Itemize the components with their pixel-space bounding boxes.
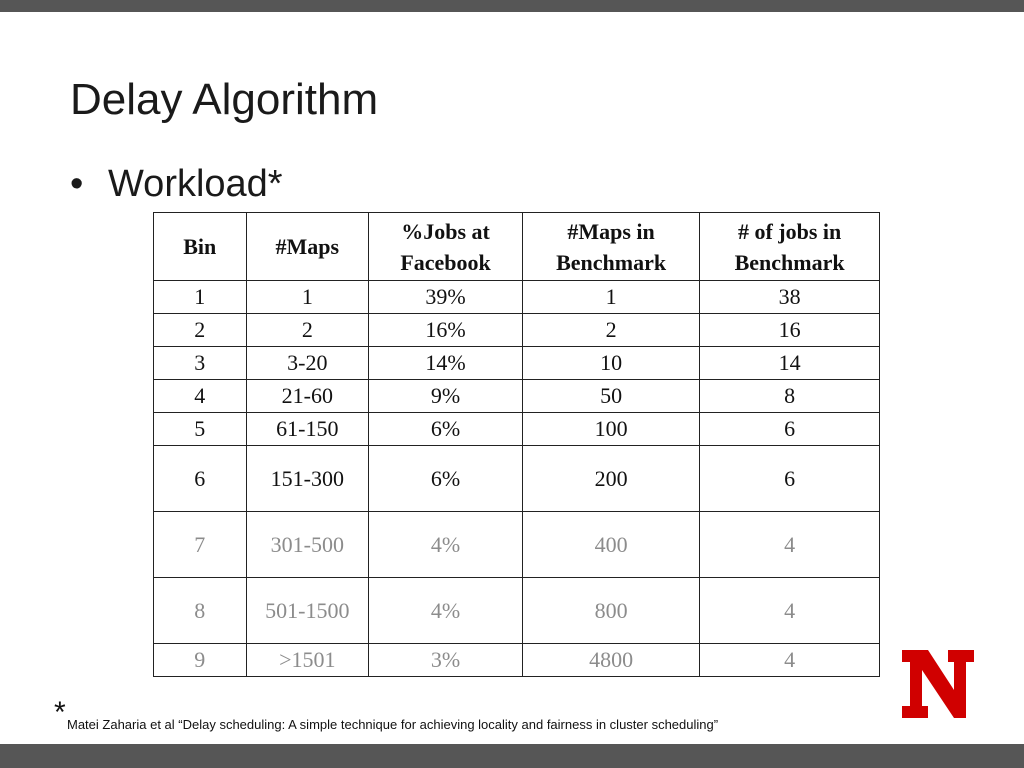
cell-maps-benchmark: 100 bbox=[522, 413, 699, 446]
cell-jobs-benchmark: 6 bbox=[700, 413, 880, 446]
cell-jobs-facebook: 14% bbox=[369, 347, 523, 380]
cell-maps: 151-300 bbox=[246, 446, 369, 512]
top-bar bbox=[0, 0, 1024, 12]
header-maps-benchmark: #Maps in Benchmark bbox=[522, 213, 699, 281]
cell-bin: 1 bbox=[154, 281, 247, 314]
cell-jobs-facebook: 3% bbox=[369, 644, 523, 677]
table-row bbox=[154, 578, 880, 644]
cell-maps: 2 bbox=[246, 314, 369, 347]
table-row bbox=[154, 380, 880, 413]
cell-jobs-benchmark: 8 bbox=[700, 380, 880, 413]
cell-bin: 8 bbox=[154, 578, 247, 644]
table-row bbox=[154, 314, 880, 347]
cell-bin: 4 bbox=[154, 380, 247, 413]
cell-maps: 21-60 bbox=[246, 380, 369, 413]
cell-maps-benchmark: 400 bbox=[522, 512, 699, 578]
cell-jobs-facebook: 16% bbox=[369, 314, 523, 347]
table-header-row bbox=[154, 213, 880, 281]
cell-maps-benchmark: 200 bbox=[522, 446, 699, 512]
header-maps: #Maps bbox=[246, 213, 369, 281]
header-bin: Bin bbox=[154, 213, 247, 281]
bottom-bar bbox=[0, 744, 1024, 768]
cell-maps: 1 bbox=[246, 281, 369, 314]
workload-table bbox=[153, 212, 880, 677]
cell-maps: 3-20 bbox=[246, 347, 369, 380]
cell-maps: 61-150 bbox=[246, 413, 369, 446]
cell-maps: >1501 bbox=[246, 644, 369, 677]
nebraska-n-logo-icon bbox=[902, 650, 974, 718]
slide-title: Delay Algorithm bbox=[70, 75, 379, 124]
cell-jobs-facebook: 39% bbox=[369, 281, 523, 314]
cell-bin: 3 bbox=[154, 347, 247, 380]
table-row bbox=[154, 446, 880, 512]
cell-maps-benchmark: 1 bbox=[522, 281, 699, 314]
cell-jobs-benchmark: 16 bbox=[700, 314, 880, 347]
cell-bin: 9 bbox=[154, 644, 247, 677]
cell-jobs-facebook: 9% bbox=[369, 380, 523, 413]
cell-jobs-benchmark: 14 bbox=[700, 347, 880, 380]
bullet-marker: • bbox=[70, 163, 84, 205]
cell-bin: 2 bbox=[154, 314, 247, 347]
cell-maps: 501-1500 bbox=[246, 578, 369, 644]
bullet-text: Workload* bbox=[108, 163, 283, 205]
cell-maps-benchmark: 4800 bbox=[522, 644, 699, 677]
cell-maps: 301-500 bbox=[246, 512, 369, 578]
cell-maps-benchmark: 50 bbox=[522, 380, 699, 413]
cell-jobs-benchmark: 4 bbox=[700, 512, 880, 578]
cell-jobs-benchmark: 6 bbox=[700, 446, 880, 512]
table-row bbox=[154, 644, 880, 677]
cell-bin: 7 bbox=[154, 512, 247, 578]
header-jobs-benchmark: # of jobs in Benchmark bbox=[700, 213, 880, 281]
cell-bin: 6 bbox=[154, 446, 247, 512]
footnote-citation: Matei Zaharia et al “Delay scheduling: A simple technique for achieving locality and fairness in cluster scheduling” bbox=[67, 717, 719, 732]
table-row bbox=[154, 347, 880, 380]
cell-maps-benchmark: 800 bbox=[522, 578, 699, 644]
cell-jobs-benchmark: 4 bbox=[700, 578, 880, 644]
cell-bin: 5 bbox=[154, 413, 247, 446]
cell-maps-benchmark: 10 bbox=[522, 347, 699, 380]
cell-jobs-benchmark: 4 bbox=[700, 644, 880, 677]
table-row bbox=[154, 281, 880, 314]
cell-jobs-facebook: 4% bbox=[369, 578, 523, 644]
table-row bbox=[154, 512, 880, 578]
cell-jobs-facebook: 6% bbox=[369, 413, 523, 446]
table-row bbox=[154, 413, 880, 446]
cell-jobs-facebook: 4% bbox=[369, 512, 523, 578]
cell-jobs-benchmark: 38 bbox=[700, 281, 880, 314]
bullet-item bbox=[70, 165, 283, 203]
cell-maps-benchmark: 2 bbox=[522, 314, 699, 347]
footnote-marker: * bbox=[54, 696, 66, 729]
header-jobs-facebook: %Jobs at Facebook bbox=[369, 213, 523, 281]
cell-jobs-facebook: 6% bbox=[369, 446, 523, 512]
